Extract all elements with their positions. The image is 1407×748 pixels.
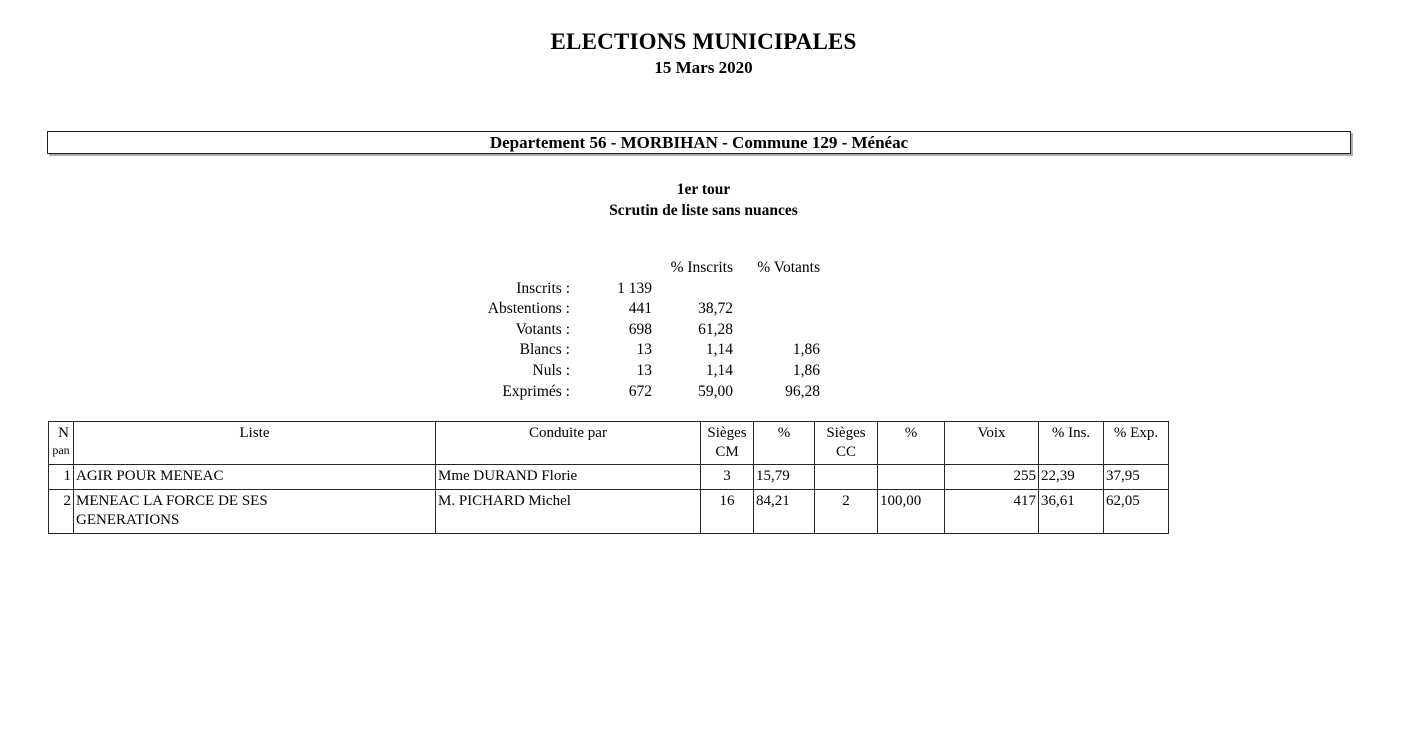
col-header-sieges-cm: Sièges CM [701,422,754,465]
stats-pct-votants [733,320,820,341]
col-header-voix: Voix [945,422,1039,465]
stats-pct-votants: 1,86 [792,341,820,359]
stats-header-pct-votants: % Votants [757,259,820,276]
stats-label: Nuls : [532,361,570,379]
document-header [0,29,1407,78]
cell-pct-cm: 15,79 [754,465,815,490]
stats-pct-inscrits: 38,72 [698,300,733,318]
results-table [48,421,1169,534]
stats-count: 672 [628,382,652,400]
cell-sieges-cc [815,465,878,490]
cell-sieges-cm: 16 [701,490,754,534]
results-table-container [48,421,1169,534]
stats-label: Votants : [515,320,570,338]
stats-pct-votants: 96,28 [785,382,820,400]
cell-num: 2 [49,490,74,534]
stats-pct-inscrits: 1,14 [705,341,733,359]
cell-pct-cc: 100,00 [878,490,945,534]
stats-count: 1 139 [617,279,652,297]
col-header-pct-exp: % Exp. [1104,422,1169,465]
stats-count: 698 [628,320,652,338]
stats-label: Exprimés : [502,382,570,400]
stats-count: 13 [636,341,652,359]
stats-pct-inscrits: 61,28 [698,320,733,338]
results-header-row [49,422,1169,465]
cell-sieges-cc: 2 [815,490,878,534]
col-header-conduite-par: Conduite par [436,422,701,465]
cell-pct-ins: 36,61 [1039,490,1104,534]
stats-pct-inscrits: 59,00 [698,382,733,400]
cell-sieges-cm: 3 [701,465,754,490]
col-header-pct-cm: % [754,422,815,465]
tour-number: 1er tour [676,181,731,198]
scrutin-type: Scrutin de liste sans nuances [609,202,798,219]
cell-pct-cm: 84,21 [754,490,815,534]
col-header-sieges-cc: Sièges CC [815,422,878,465]
page-title: ELECTIONS MUNICIPALES [550,29,857,54]
stats-pct-votants [733,299,820,320]
stats-label: Inscrits : [516,279,570,297]
cell-conduite: Mme DURAND Florie [436,465,701,490]
stats-pct-votants [733,279,820,300]
stats-label: Blancs : [519,341,570,359]
cell-pct-exp: 62,05 [1104,490,1169,534]
cell-pct-cc [878,465,945,490]
cell-pct-ins: 22,39 [1039,465,1104,490]
cell-liste: AGIR POUR MENEAC [74,465,436,490]
cell-voix: 417 [945,490,1039,534]
stats-pct-inscrits: 1,14 [705,361,733,379]
col-header-num-panneau: N pan [49,422,74,465]
cell-num: 1 [49,465,74,490]
cell-conduite: M. PICHARD Michel [436,490,701,534]
cell-voix: 255 [945,465,1039,490]
stats-label: Abstentions : [487,300,570,318]
stats-header-pct-inscrits: % Inscrits [670,259,733,276]
tour-heading [0,179,1407,221]
col-header-pct-ins: % Ins. [1039,422,1104,465]
cell-liste: MENEAC LA FORCE DE SES GENERATIONS [74,490,436,534]
cell-pct-exp: 37,95 [1104,465,1169,490]
stats-pct-votants: 1,86 [792,361,820,379]
department-banner [47,131,1351,154]
col-header-liste: Liste [74,422,436,465]
participation-stats [438,258,820,402]
election-date: 15 Mars 2020 [654,58,753,77]
col-header-pct-cc: % [878,422,945,465]
stats-count: 13 [636,361,652,379]
department-banner-text: Departement 56 - MORBIHAN - Commune 129 - Ménéac [489,133,909,152]
table-row [49,490,1169,534]
stats-count: 441 [628,300,652,318]
table-row [49,465,1169,490]
stats-pct-inscrits [652,279,733,300]
